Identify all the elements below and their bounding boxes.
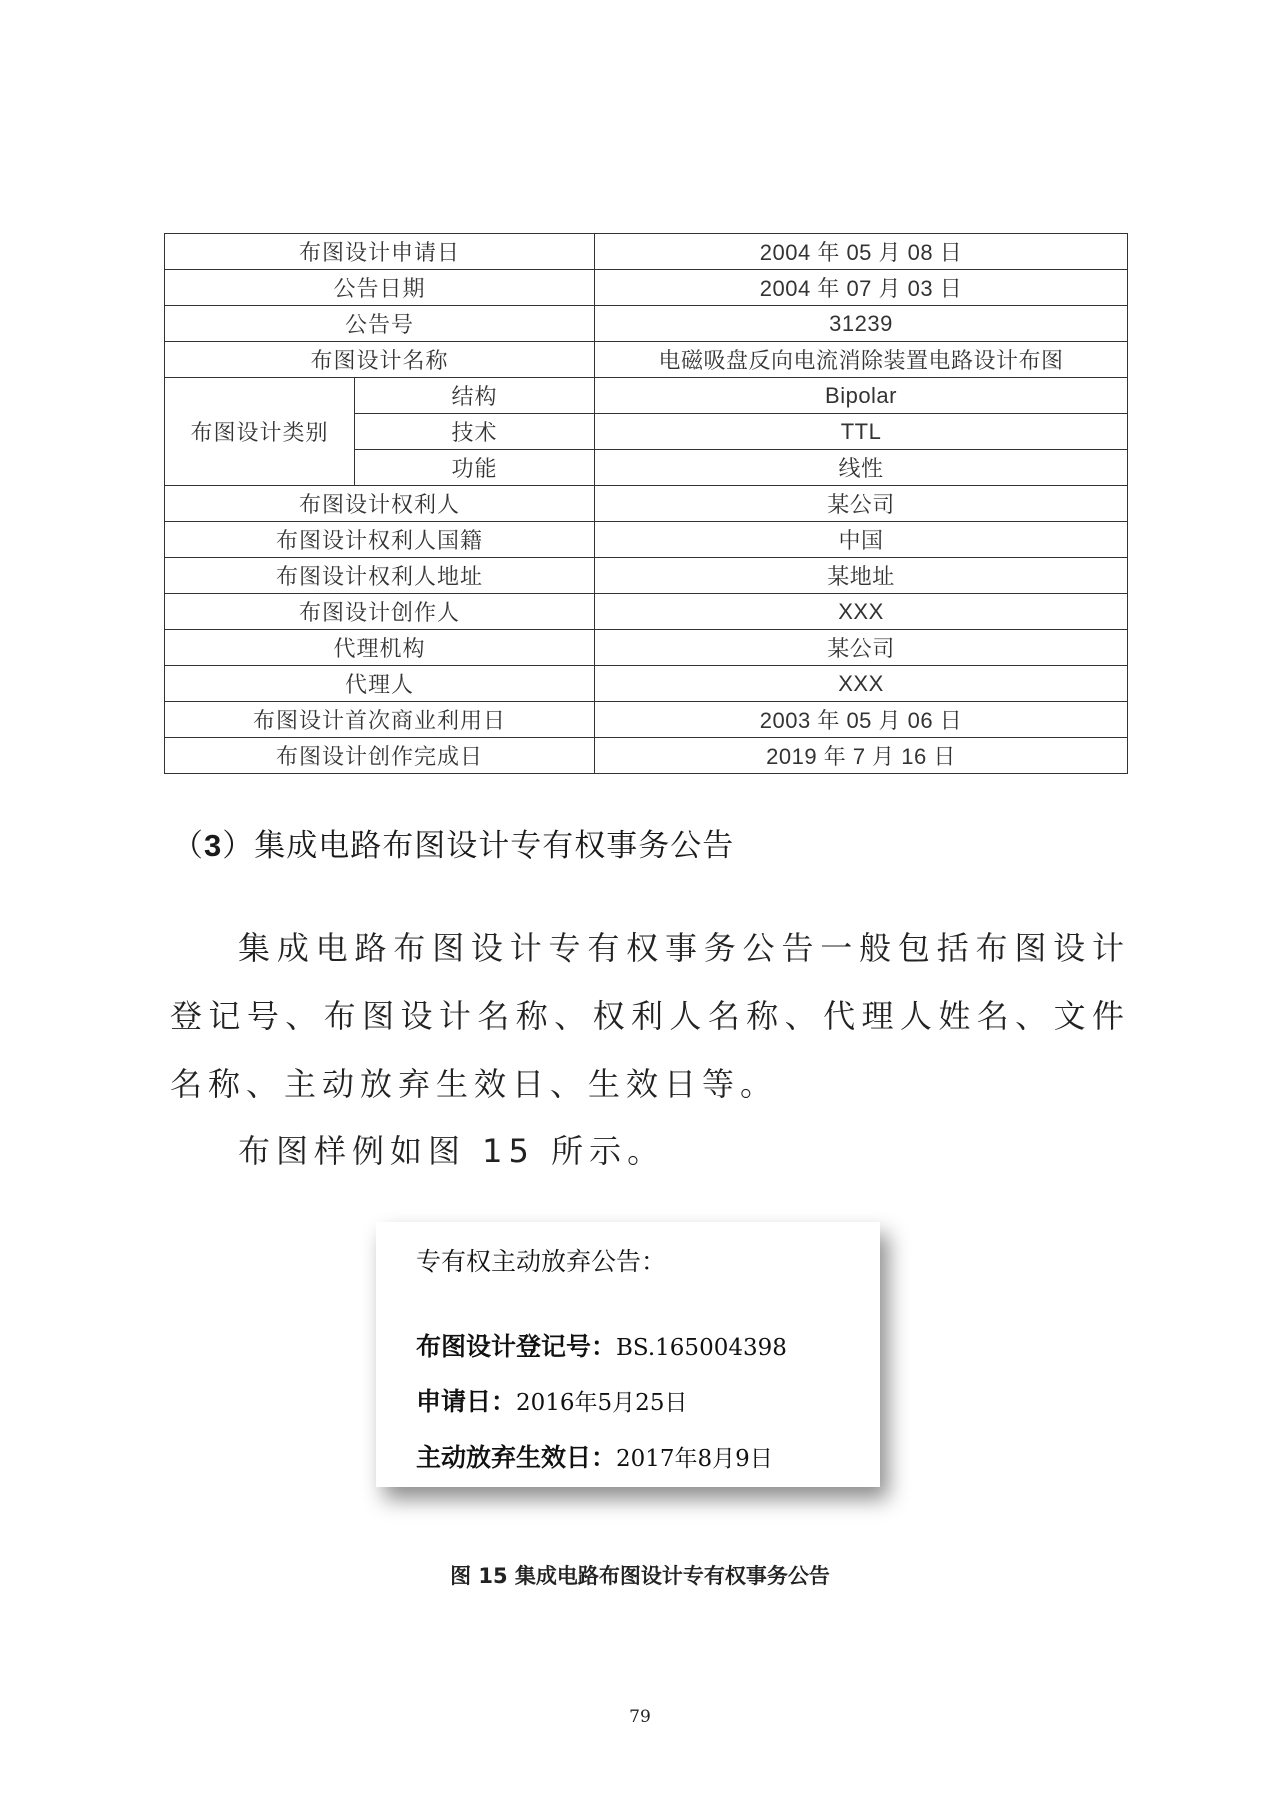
page-number: 79 [629, 1707, 651, 1727]
row-value: 2004 年 05 月 08 日 [595, 234, 1128, 270]
notice-effective-line [416, 1438, 773, 1474]
notice-effective-label: 主动放弃生效日： [416, 1443, 617, 1472]
row-value: Bipolar [595, 378, 1128, 414]
table-row [165, 522, 1128, 558]
section-number: 3 [204, 828, 223, 863]
table-row [165, 234, 1128, 270]
row-value: 中国 [595, 522, 1128, 558]
section-open-paren: （ [172, 828, 204, 864]
notice-title: 专有权主动放弃公告： [416, 1247, 667, 1276]
row-label: 代理人 [165, 666, 595, 702]
row-value: 某公司 [595, 486, 1128, 522]
notice-apply-label: 申请日： [416, 1387, 517, 1416]
section-close-paren: ） [222, 828, 255, 864]
notice-registration-value: BS.165004398 [616, 1335, 787, 1361]
table-row [165, 666, 1128, 702]
row-label: 布图设计创作完成日 [165, 738, 595, 774]
section-heading [172, 820, 734, 865]
row-label: 布图设计名称 [165, 342, 595, 378]
row-value: XXX [595, 666, 1128, 702]
table-row [165, 738, 1128, 774]
notice-apply-line [416, 1382, 687, 1418]
row-label: 布图设计创作人 [165, 594, 595, 630]
row-label: 公告号 [165, 306, 595, 342]
row-value: 2019 年 7 月 16 日 [595, 738, 1128, 774]
row-value: 31239 [595, 306, 1128, 342]
category-label: 布图设计类别 [165, 378, 355, 486]
category-sub-label: 技术 [355, 414, 595, 450]
row-label: 布图设计首次商业利用日 [165, 702, 595, 738]
row-value: 2004 年 07 月 03 日 [595, 270, 1128, 306]
category-sub-label: 结构 [355, 378, 595, 414]
notice-apply-value: 2016年5月25日 [516, 1390, 688, 1416]
registration-info-table [164, 233, 1128, 774]
row-label: 布图设计权利人 [165, 486, 595, 522]
table-row [165, 702, 1128, 738]
table-row [165, 378, 1128, 414]
row-label: 布图设计申请日 [165, 234, 595, 270]
row-label: 布图设计权利人国籍 [165, 522, 595, 558]
section-title: 集成电路布图设计专有权事务公告 [254, 828, 735, 864]
table-row [165, 270, 1128, 306]
row-value: 某公司 [595, 630, 1128, 666]
row-value: 2003 年 05 月 06 日 [595, 702, 1128, 738]
row-value: TTL [595, 414, 1128, 450]
row-label: 代理机构 [165, 630, 595, 666]
row-value: 某地址 [595, 558, 1128, 594]
category-sub-label: 功能 [355, 450, 595, 486]
row-value: 线性 [595, 450, 1128, 486]
figure-caption: 图 15 集成电路布图设计专有权事务公告 [450, 1564, 830, 1588]
row-label: 布图设计权利人地址 [165, 558, 595, 594]
table-row [165, 306, 1128, 342]
table-row [165, 594, 1128, 630]
row-label: 公告日期 [165, 270, 595, 306]
row-value: 电磁吸盘反向电流消除装置电路设计布图 [595, 342, 1128, 378]
notice-registration-line [416, 1327, 787, 1363]
body-paragraph: 布图样例如图 15 所示。 [238, 1132, 666, 1170]
notice-figure [376, 1222, 880, 1487]
table-row [165, 342, 1128, 378]
row-value: XXX [595, 594, 1128, 630]
table-row [165, 630, 1128, 666]
body-paragraph: 集成电路布图设计专有权事务公告一般包括布图设计登记号、布图设计名称、权利人名称、代理人姓名、文件名称、主动放弃生效日、生效日等。 [170, 929, 1130, 1103]
notice-registration-label: 布图设计登记号： [416, 1332, 617, 1361]
notice-effective-value: 2017年8月9日 [616, 1446, 773, 1472]
table-row [165, 486, 1128, 522]
table-row [165, 558, 1128, 594]
